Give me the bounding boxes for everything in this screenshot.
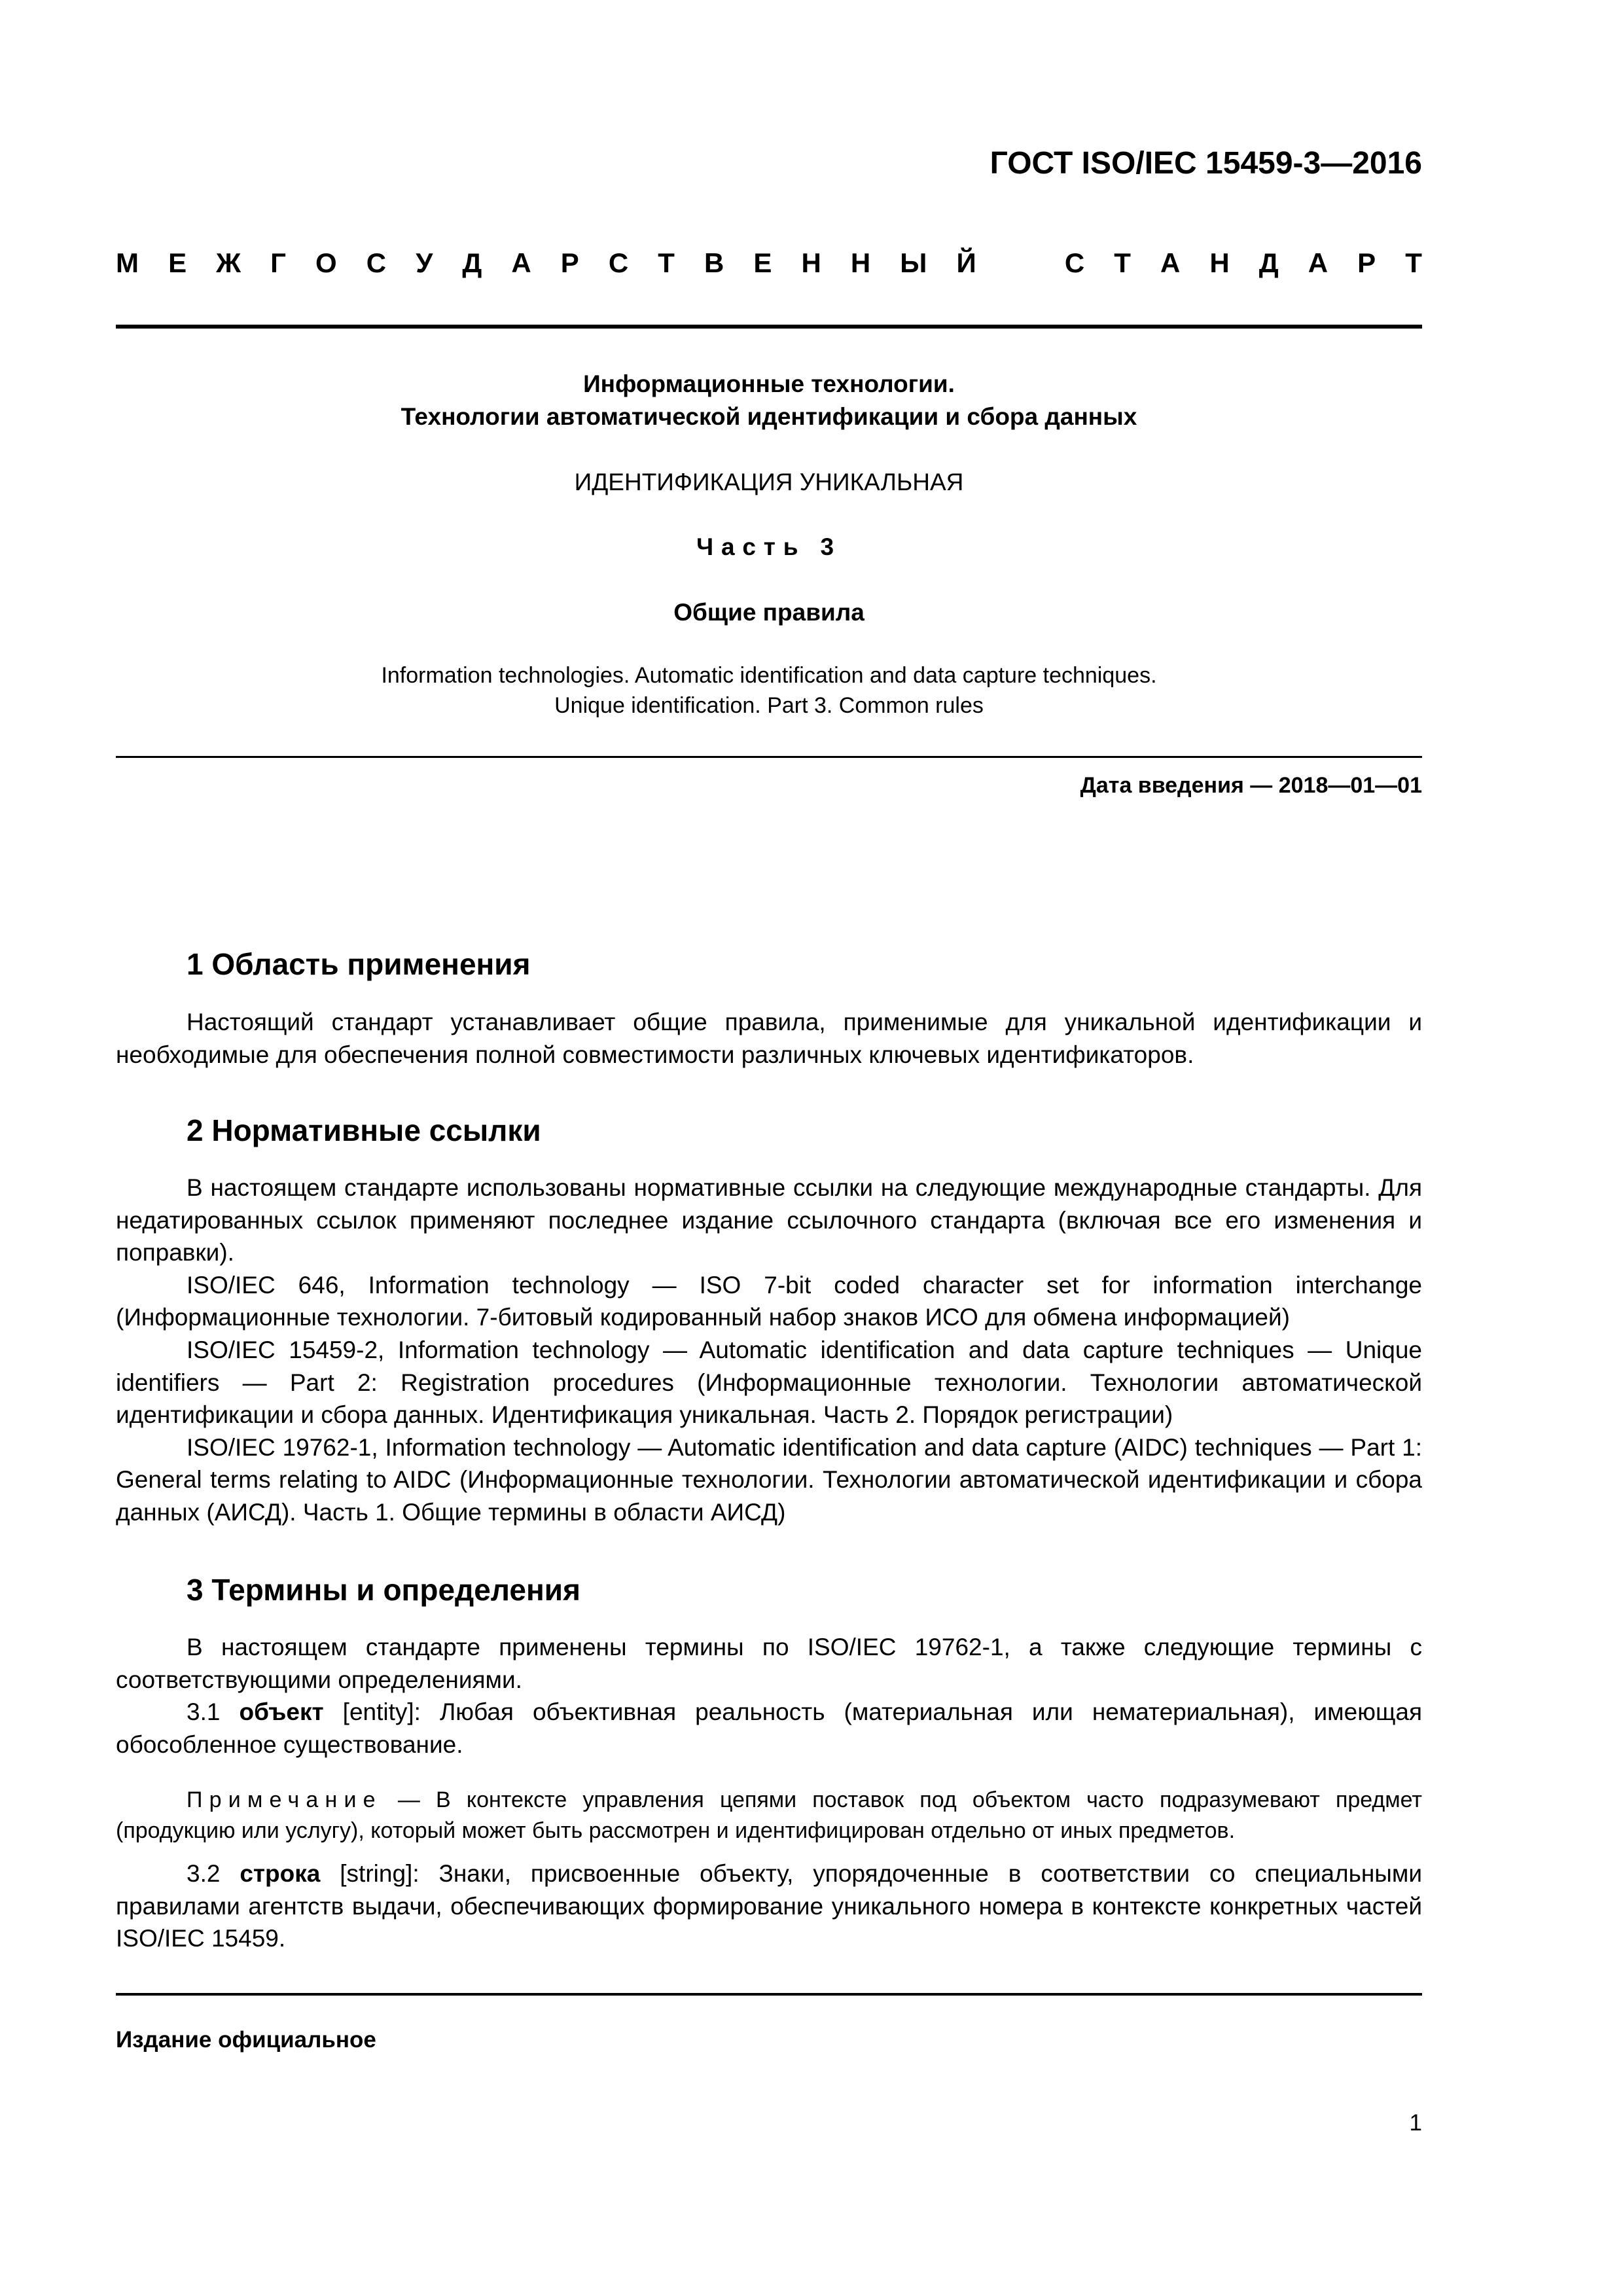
title-line-4: Общие правила xyxy=(673,599,865,626)
part-label: Часть 3 xyxy=(696,533,842,560)
official-edition-label: Издание официальное xyxy=(116,2027,376,2053)
standard-code: ГОСТ ISO/IEC 15459-3—2016 xyxy=(990,146,1422,181)
heading-letter: Н xyxy=(1209,247,1230,278)
english-title-line-1: Information technologies. Automatic identification and data capture techniques. xyxy=(381,663,1157,688)
heading-letter: Т xyxy=(1405,247,1422,278)
heading-letter: С xyxy=(1064,247,1085,278)
standard-type-heading xyxy=(116,247,1422,279)
heading-letter: Ж xyxy=(216,247,241,278)
note xyxy=(116,1785,1422,1846)
section-1-body xyxy=(116,1006,1422,1071)
heading-letter: М xyxy=(116,247,139,278)
term-number: 3.1 xyxy=(187,1698,240,1726)
paragraph: В настоящем стандарте использованы нормативные ссылки на следующие международные стандарты. Для недатированных ссылок применяют последнее издание ссылочного стандарта (включая все его изменения и поправки). xyxy=(116,1174,1422,1266)
section-1-heading: 1 Область применения xyxy=(187,947,531,981)
heading-letter: С xyxy=(608,247,629,278)
section-3-body-continued xyxy=(116,1857,1422,1955)
term-name: строка xyxy=(240,1860,321,1887)
heading-letter: Т xyxy=(1114,247,1131,278)
note-text: — В контексте управления цепями поставок под объектом часто подразумевают предмет (продукцию или услугу), который может быть рассмотрен и идентифицирован отдельно от иных предметов. xyxy=(116,1787,1422,1843)
heading-letter: С xyxy=(366,247,387,278)
heading-letter: У xyxy=(416,247,433,278)
title-line-1: Информационные технологии. xyxy=(583,370,955,397)
heading-letter: Р xyxy=(1357,247,1376,278)
term-definition: [entity]: Любая объективная реальность (материальная или нематериальная), имеющая обособленное существование. xyxy=(116,1698,1423,1758)
note-label: Примечание xyxy=(187,1787,382,1812)
footer-rule xyxy=(116,1993,1422,1996)
heading-letter: В xyxy=(704,247,724,278)
term-3-1 xyxy=(116,1696,1422,1761)
term-number: 3.2 xyxy=(187,1860,240,1887)
heading-letter: А xyxy=(1308,247,1329,278)
reference-iso-15459-2: ISO/IEC 15459-2, Information technology — Automatic identification and data capture techniques — Unique identifiers — Part 2: Registration procedures (Информационные технологии. Технологии автоматической идентификации и сбора данных. Идентификация уникальная. Часть 2. Порядок регистрации) xyxy=(116,1336,1422,1429)
heading-letter: Ы xyxy=(900,247,927,278)
heading-letter: Е xyxy=(753,247,772,278)
heading-letter: А xyxy=(1160,247,1181,278)
note-paragraph xyxy=(116,1785,1422,1846)
reference-iso-19762-1: ISO/IEC 19762-1, Information technology — Automatic identification and data capture (AIDC) techniques — Part 1: General terms relating to AIDC (Информационные технологии. Технологии автоматической идентификации и сбора данных (АИСД). Часть 1. Общие термины в области АИСД) xyxy=(116,1433,1422,1526)
paragraph: В настоящем стандарте применены термины по ISO/IEC 19762-1, а также следующие термины с соответствующими определениями. xyxy=(116,1634,1422,1693)
heading-letter: Н xyxy=(850,247,871,278)
heading-letter: Й xyxy=(956,247,976,278)
heading-letter: Е xyxy=(168,247,187,278)
heading-letter: Н xyxy=(801,247,821,278)
heading-letter: Т xyxy=(658,247,675,278)
title-rule xyxy=(116,756,1422,758)
heading-letter: А xyxy=(511,247,531,278)
term-name: объект xyxy=(239,1698,324,1726)
english-title-line-2: Unique identification. Part 3. Common rules xyxy=(554,693,984,718)
reference-iso-646: ISO/IEC 646, Information technology — ISO 7-bit coded character set for information interchange (Информационные технологии. 7-битовый кодированный набор знаков ИСО для обмена информацией) xyxy=(116,1271,1422,1331)
effective-date: Дата введения — 2018—01—01 xyxy=(1080,773,1422,798)
title-line-3: ИДЕНТИФИКАЦИЯ УНИКАЛЬНАЯ xyxy=(574,469,964,495)
paragraph: Настоящий стандарт устанавливает общие правила, применимые для уникальной идентификации и необходимые для обеспечения полной совместимости различных ключевых идентификаторов. xyxy=(116,1009,1422,1068)
heading-letter: Д xyxy=(462,247,482,278)
title-line-2: Технологии автоматической идентификации и сбора данных xyxy=(401,403,1137,430)
section-3-heading: 3 Термины и определения xyxy=(187,1573,580,1607)
heading-letter: Д xyxy=(1258,247,1279,278)
heading-letter: Р xyxy=(560,247,579,278)
heading-letter: О xyxy=(315,247,337,278)
header-rule xyxy=(116,325,1422,329)
heading-letter: Г xyxy=(270,247,286,278)
section-2-heading: 2 Нормативные ссылки xyxy=(187,1113,541,1147)
term-definition: [string]: Знаки, присвоенные объекту, упорядоченные в соответствии со специальными правилами агентств выдачи, обеспечивающих формирование уникального номера в контексте конкретных частей ISO/IEC 15459. xyxy=(116,1860,1422,1952)
section-2-body xyxy=(116,1172,1422,1529)
page-number: 1 xyxy=(1409,2110,1422,2136)
term-3-2 xyxy=(116,1857,1422,1955)
section-3-body xyxy=(116,1631,1422,1761)
